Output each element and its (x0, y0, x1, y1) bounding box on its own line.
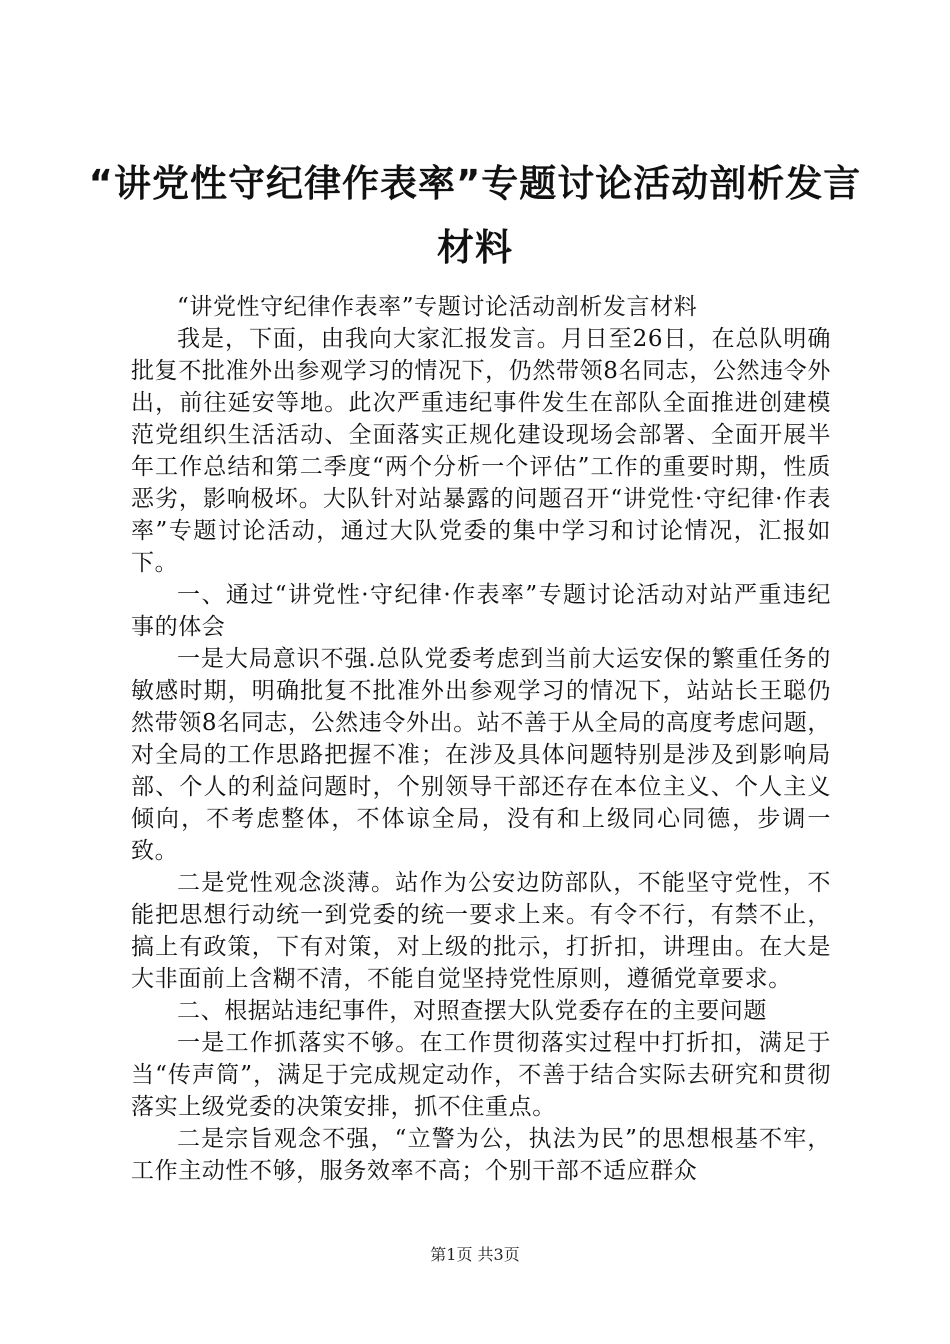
paragraph-problem-1: 一是工作抓落实不够。在工作贯彻落实过程中打折扣，满足于当“传声筒”，满足于完成规定动作，不善于结合实际去研究和贯彻落实上级党委的决策安排，抓不住重点。 (131, 1030, 831, 1120)
paragraph-problem-2: 二是宗旨观念不强，“立警为公，执法为民”的思想根基不牢，工作主动性不够，服务效率不高；个别干部不适应群众 (131, 1126, 831, 1184)
document-body (131, 291, 831, 1187)
section-heading-2: 二、根据站违纪事件，对照查摆大队党委存在的主要问题 (177, 998, 767, 1024)
paragraph-subtitle: “讲党性守纪律作表率”专题讨论活动剖析发言材料 (177, 294, 698, 320)
paragraph-point-1: 一是大局意识不强.总队党委考虑到当前大运安保的繁重任务的敏感时期，明确批复不批准外出参观学习的情况下，站站长王聪仍然带领8名同志，公然违令外出。站不善于从全局的高度考虑问题，对全局的工作思路把握不准；在涉及具体问题特别是涉及到影响局部、个人的利益问题时，个别领导干部还存在本位主义、个人主义倾向，不考虑整体，不体谅全局，没有和上级同心同德，步调一致。 (131, 646, 831, 864)
paragraph-intro: 我是，下面，由我向大家汇报发言。月日至26日，在总队明确批复不批准外出参观学习的情况下，仍然带领8名同志，公然违令外出，前往延安等地。此次严重违纪事件发生在部队全面推进创建模范党组织生活活动、全面落实正规化建设现场会部署、全面开展半年工作总结和第二季度“两个分析一个评估”工作的重要时期，性质恶劣，影响极坏。大队针对站暴露的问题召开“讲党性·守纪律·作表率”专题讨论活动，通过大队党委的集中学习和讨论情况，汇报如下。 (131, 326, 831, 576)
paragraph-point-2: 二是党性观念淡薄。站作为公安边防部队，不能坚守党性，不能把思想行动统一到党委的统一要求上来。有令不行，有禁不止，搞上有政策，下有对策，对上级的批示，打折扣，讲理由。在大是大非面前上含糊不清，不能自觉坚持党性原则，遵循党章要求。 (131, 870, 831, 992)
page-number: 第1页 共3页 (430, 1245, 520, 1264)
section-heading-1: 一、通过“讲党性·守纪律·作表率”专题讨论活动对站严重违纪事的体会 (131, 582, 831, 640)
document-title: “讲党性守纪律作表率”专题讨论活动剖析发言材料 (88, 162, 862, 269)
